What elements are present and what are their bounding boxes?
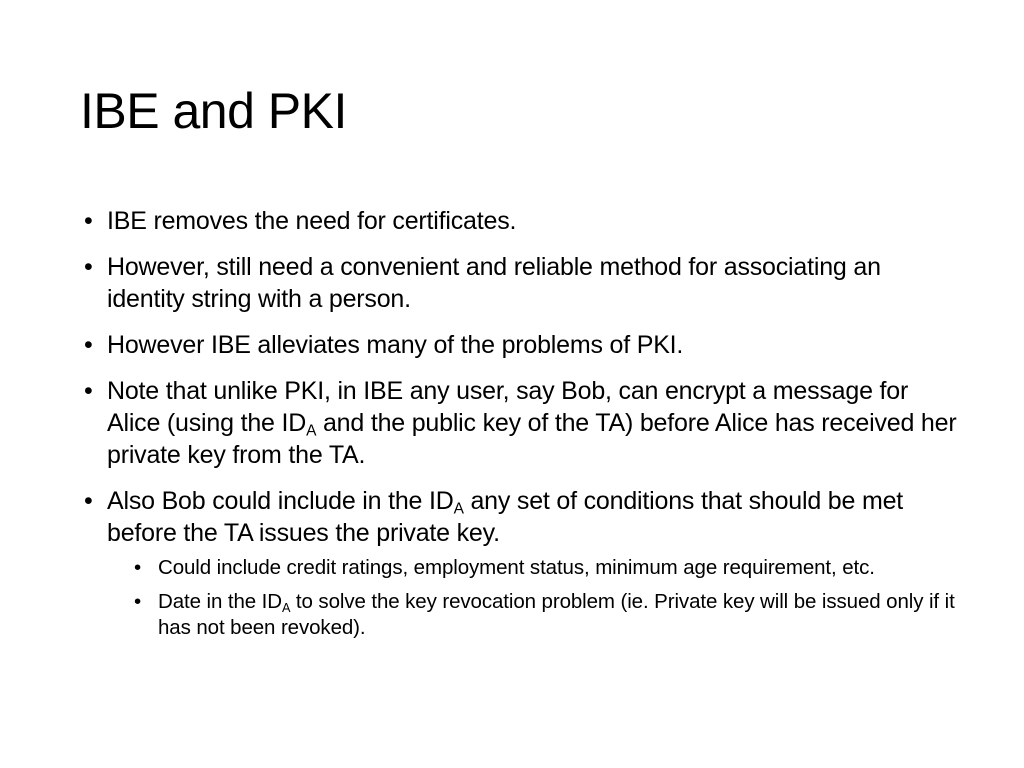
bullet-text-part: and the public key of the TA) before Alice has received her private key from the TA. xyxy=(107,409,957,469)
slide-title: IBE and PKI xyxy=(80,83,347,139)
bullet-icon: • xyxy=(84,377,93,405)
sub-bullet-list xyxy=(107,555,964,641)
subscript: A xyxy=(306,422,317,440)
bullet-item xyxy=(84,329,964,361)
bullet-text: However IBE alleviates many of the problems of PKI. xyxy=(107,331,684,359)
bullet-item xyxy=(84,205,964,237)
sub-bullet-item xyxy=(107,589,964,641)
bullet-icon: • xyxy=(84,487,93,515)
bullet-icon: • xyxy=(134,556,142,579)
bullet-item xyxy=(84,485,964,641)
subscript: A xyxy=(281,599,291,615)
bullet-list xyxy=(84,205,964,655)
sub-bullet-text-part: Date in the ID xyxy=(158,590,282,613)
bullet-text-part: Note that unlike PKI, in IBE any user, say Bob, can encrypt a message for Alice (using the ID xyxy=(107,377,909,437)
bullet-icon: • xyxy=(134,590,142,613)
bullet-text-part: Also Bob could include in the ID xyxy=(107,487,454,515)
sub-bullet-item xyxy=(107,555,964,581)
bullet-icon: • xyxy=(84,253,93,281)
bullet-text: IBE removes the need for certificates. xyxy=(107,207,517,235)
sub-bullet-text: Could include credit ratings, employment status, minimum age requirement, etc. xyxy=(158,556,875,579)
bullet-item xyxy=(84,375,964,471)
bullet-text: However, still need a convenient and reliable method for associating an identity string with a person. xyxy=(107,253,881,313)
subscript: A xyxy=(453,500,464,518)
bullet-icon: • xyxy=(84,207,93,235)
bullet-icon: • xyxy=(84,331,93,359)
bullet-text-part: any set of conditions that should be met before the TA issues the private key. xyxy=(107,487,904,547)
sub-bullet-text-part: to solve the key revocation problem (ie. Private key will be issued only if it has not been revoked). xyxy=(158,590,955,639)
bullet-item xyxy=(84,251,964,315)
